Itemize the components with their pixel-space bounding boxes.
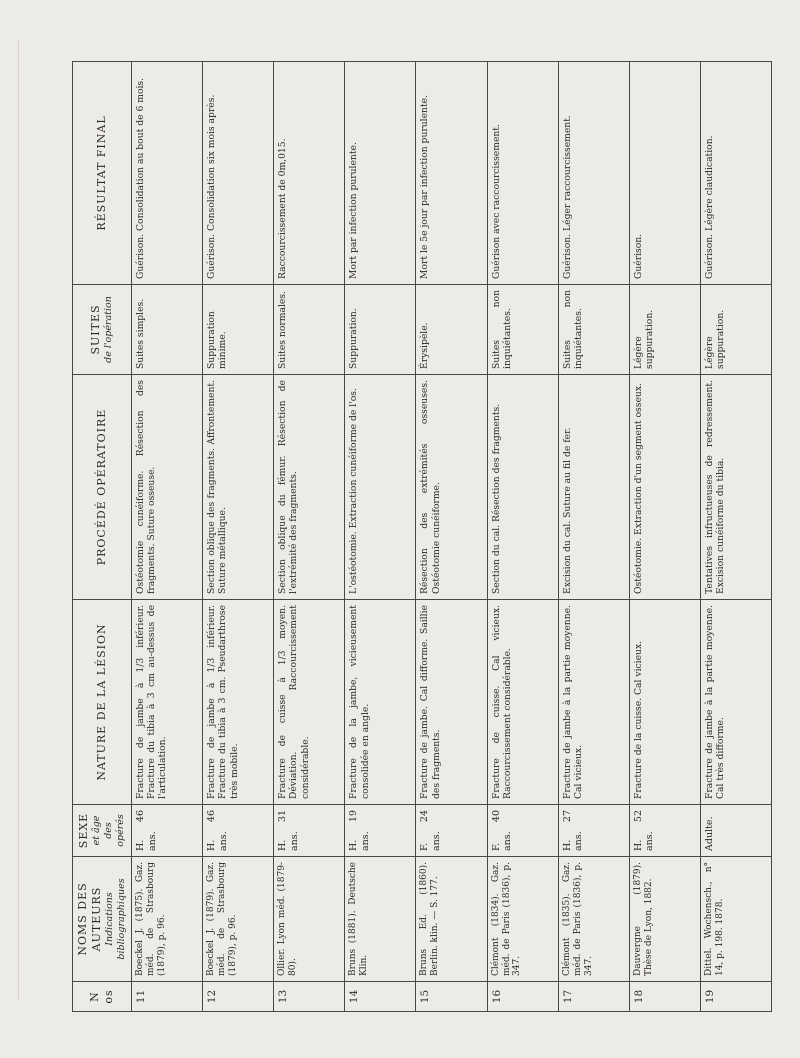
case-suites: Suppuration minime.: [203, 285, 274, 375]
case-authors: Boeckel J. (1875). Gaz. méd. de Strasbourg (1879), p. 96.: [132, 857, 203, 982]
case-number: 15: [416, 982, 487, 1012]
case-result: Guérison.: [629, 62, 700, 285]
case-number: 11: [132, 982, 203, 1012]
case-authors: Clémont (1834). Gaz. méd. de Paris (1836), p. 347.: [487, 857, 558, 982]
case-procedure: Section du cal. Résection des fragments.: [487, 375, 558, 600]
case-authors: Boeckel J. (1879). Gaz. méd. de Strasbourg (1879), p. 96.: [203, 857, 274, 982]
case-result: Guérison. Légère claudication.: [700, 62, 771, 285]
case-procedure: Ostéotomie. Extraction d'un segment osseux.: [629, 375, 700, 600]
table-row: [416, 62, 487, 1012]
table-header: [73, 62, 132, 1012]
case-procedure: Tentatives infructueuses de redressement. Excision cunéiforme du tibia.: [700, 375, 771, 600]
case-sex-age: H. 46 ans.: [203, 805, 274, 857]
case-number: 19: [700, 982, 771, 1012]
case-authors: Bruns Ed. (1860). Berlin. klin. — S. 177.: [416, 857, 487, 982]
case-lesion: Fracture de jambe à la partie moyenne. Cal vicieux.: [558, 600, 629, 805]
case-number: 17: [558, 982, 629, 1012]
case-authors: Ollier. Lyon méd. (1879-80).: [274, 857, 345, 982]
case-sex-age: H. 31 ans.: [274, 805, 345, 857]
case-lesion: Fracture de la jambe, vicieusement consolidée en angle.: [345, 600, 416, 805]
case-result: Guérison. Consolidation au bout de 6 mois.: [132, 62, 203, 285]
case-suites: Érysipèle.: [416, 285, 487, 375]
header-authors-sub: Indications bibliographiques: [103, 878, 127, 960]
case-number: 16: [487, 982, 558, 1012]
case-number: 13: [274, 982, 345, 1012]
table-row: [487, 62, 558, 1012]
case-procedure: Ostéotomie cunéiforme. Résection des fragments. Suture osseuse.: [132, 375, 203, 600]
case-lesion: Fracture de jambe à la partie moyenne. Cal très difforme.: [700, 600, 771, 805]
header-num: N os: [73, 982, 132, 1012]
header-sex: SEXE et âge des opérés: [73, 805, 132, 857]
rotated-table-block: [72, 62, 772, 1012]
table-body: [132, 62, 772, 1012]
case-suites: Suppuration.: [345, 285, 416, 375]
case-lesion: Fracture de cuisse à 1/3 moyen. Déviation. Raccourcissement considérable.: [274, 600, 345, 805]
case-procedure: Section oblique des fragments. Affrontement. Suture métallique.: [203, 375, 274, 600]
case-number: 14: [345, 982, 416, 1012]
case-table: [72, 61, 772, 1012]
case-sex-age: H. 52 ans.: [629, 805, 700, 857]
case-authors: Dauvergne (1879). Thèse de Lyon, 1882.: [629, 857, 700, 982]
case-procedure: L'ostéotomie. Extraction cunéiforme de l'os.: [345, 375, 416, 600]
header-suites: SUITES de l'opération: [73, 285, 132, 375]
case-sex-age: F. 40 ans.: [487, 805, 558, 857]
case-lesion: Fracture de jambe à 1/3 inférieur. Fracture du tibia à 3 cm au-dessus de l'articulation.: [132, 600, 203, 805]
table-row: [203, 62, 274, 1012]
case-procedure: Section oblique du fémur. Résection de l'extrémité des fragments.: [274, 375, 345, 600]
case-suites: Suites non inquiétantes.: [558, 285, 629, 375]
case-lesion: Fracture de la cuisse. Cal vicieux.: [629, 600, 700, 805]
case-suites: Suites normales.: [274, 285, 345, 375]
case-result: Guérison. Consolidation six mois après.: [203, 62, 274, 285]
case-result: Guérison. Léger raccourcissement.: [558, 62, 629, 285]
case-authors: Clémont (1835). Gaz. méd. de Paris (1836), p. 347.: [558, 857, 629, 982]
table-row: [345, 62, 416, 1012]
header-nature: NATURE DE LA LÉSION: [73, 600, 132, 805]
case-sex-age: H. 27 ans.: [558, 805, 629, 857]
case-result: Mort par infection purulente.: [345, 62, 416, 285]
case-result: Raccourcissement de 0m,015.: [274, 62, 345, 285]
case-suites: Légère suppuration.: [700, 285, 771, 375]
case-suites: Suites simples.: [132, 285, 203, 375]
case-number: 18: [629, 982, 700, 1012]
case-procedure: Résection des extrémités osseuses. Ostéotomie cunéiforme.: [416, 375, 487, 600]
page-edge-shadow: [18, 40, 19, 1000]
case-authors: Dittel. Wochensch., n° 14, p. 198. 1878.: [700, 857, 771, 982]
table-row: [132, 62, 203, 1012]
case-result: Guérison avec raccourcissement.: [487, 62, 558, 285]
case-procedure: Excision du cal. Suture au fil de fer.: [558, 375, 629, 600]
case-suites: Suites non inquiétantes.: [487, 285, 558, 375]
case-lesion: Fracture de jambe à 1/3 inférieur. Fracture du tibia à 3 cm. Pseudarthrose très mobile.: [203, 600, 274, 805]
case-sex-age: Adulte.: [700, 805, 771, 857]
case-sex-age: H. 19 ans.: [345, 805, 416, 857]
table-row: [700, 62, 771, 1012]
header-resultat: RÉSULTAT FINAL: [73, 62, 132, 285]
case-lesion: Fracture de cuisse. Cal vicieux. Raccourcissement considérable.: [487, 600, 558, 805]
table-row: [629, 62, 700, 1012]
case-number: 12: [203, 982, 274, 1012]
header-procede: PROCÉDÉ OPÉRATOIRE: [73, 375, 132, 600]
case-lesion: Fracture de jambe. Cal difforme. Saillie des fragments.: [416, 600, 487, 805]
case-result: Mort le 5e jour par infection purulente.: [416, 62, 487, 285]
table-row: [274, 62, 345, 1012]
case-authors: Bruns (1881). Deutsche Klin.: [345, 857, 416, 982]
table-row: [558, 62, 629, 1012]
header-authors: NOMS DES AUTEURS Indications bibliographiques: [73, 857, 132, 982]
case-sex-age: H. 46 ans.: [132, 805, 203, 857]
case-suites: Légère suppuration.: [629, 285, 700, 375]
case-sex-age: F. 24 ans.: [416, 805, 487, 857]
